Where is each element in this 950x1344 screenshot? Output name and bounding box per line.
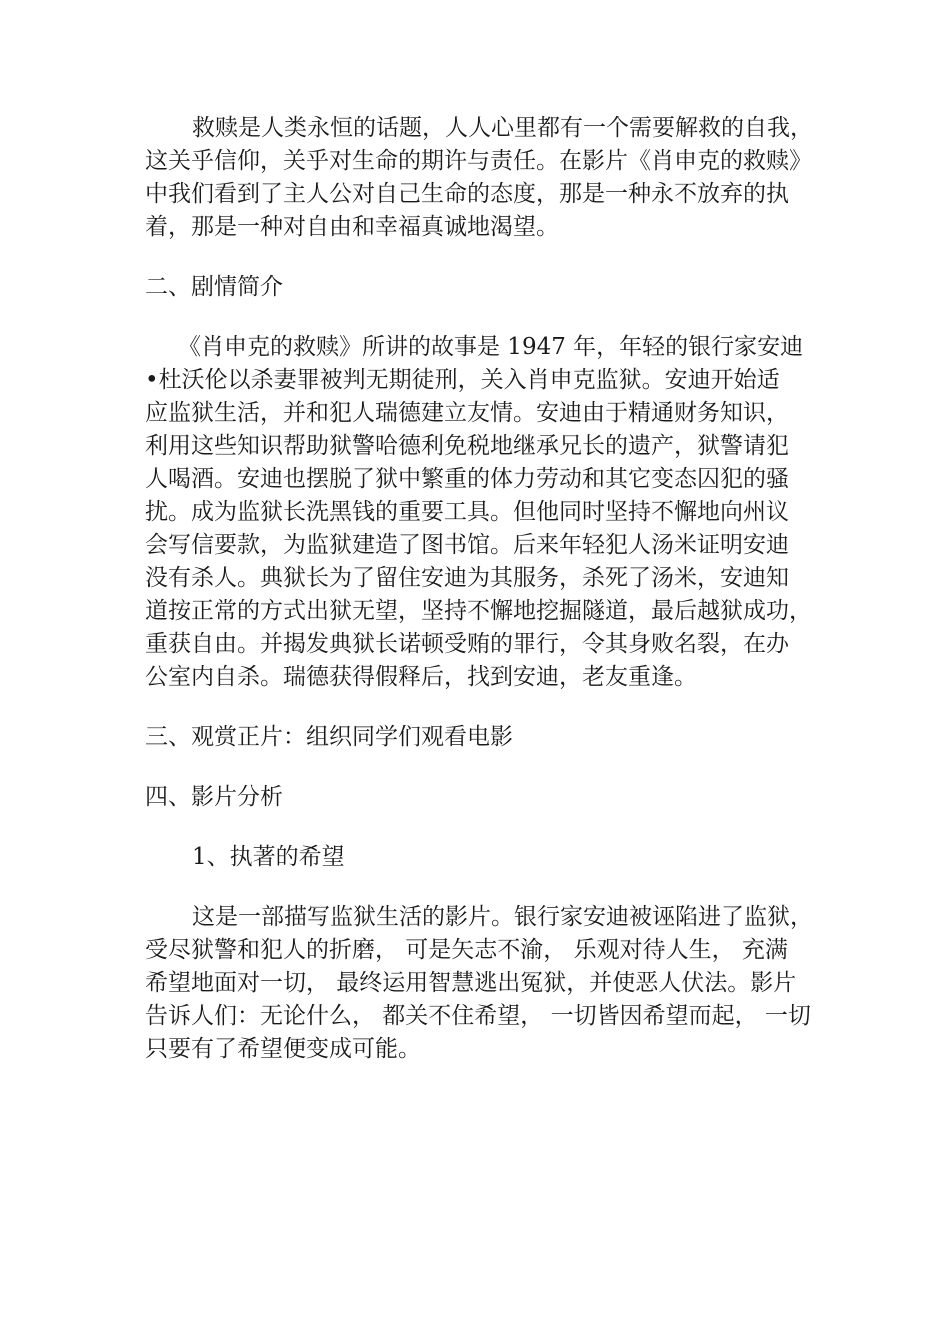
subheading-hope: 1、执著的希望 xyxy=(192,844,345,870)
text-line: 救赎是人类永恒的话题，人人心里都有一个需要解救的自我， xyxy=(192,115,813,141)
text-line: 公室内自杀。瑞德获得假释后，找到安迪，老友重逢。 xyxy=(145,664,697,690)
text-line: 这关乎信仰，关乎对生命的期许与责任。在影片《肖申克的救赎》 xyxy=(145,148,812,174)
text-line: 受尽狱警和犯人的折磨， 可是矢志不渝， 乐观对待人生， 充满 xyxy=(145,937,788,963)
text-line: 扰。成为监狱长洗黑钱的重要工具。但他同时坚持不懈地向州议 xyxy=(145,499,789,525)
text-line: 只要有了希望便变成可能。 xyxy=(145,1036,421,1062)
intro-paragraph xyxy=(145,112,815,244)
section-heading-viewing: 三、观赏正片：组织同学们观看电影 xyxy=(145,724,513,750)
text-line: 着，那是一种对自由和幸福真诚地渴望。 xyxy=(145,214,559,240)
text-line: 《肖申克的救赎》所讲的故事是 1947 年，年轻的银行家安迪 xyxy=(178,334,804,360)
text-line: 会写信要款，为监狱建造了图书馆。后来年轻犯人汤米证明安迪 xyxy=(145,532,789,558)
text-line: 中我们看到了主人公对自己生命的态度，那是一种永不放弃的执 xyxy=(145,181,789,207)
text-line: •杜沃伦以杀妻罪被判无期徒刑，关入肖申克监狱。安迪开始适 xyxy=(145,367,780,393)
text-line: 人喝酒。安迪也摆脱了狱中繁重的体力劳动和其它变态囚犯的骚 xyxy=(145,466,789,492)
document-page xyxy=(145,112,815,1066)
analysis-paragraph xyxy=(145,901,815,1066)
section-heading-analysis: 四、影片分析 xyxy=(145,784,283,810)
text-line: 重获自由。并揭发典狱长诺顿受贿的罪行，令其身败名裂，在办 xyxy=(145,631,789,657)
plot-paragraph xyxy=(145,331,815,694)
text-line: 告诉人们：无论什么， 都关不住希望， 一切皆因希望而起， 一切 xyxy=(145,1003,811,1029)
text-line: 这是一部描写监狱生活的影片。银行家安迪被诬陷进了监狱， xyxy=(192,904,813,930)
text-line: 没有杀人。典狱长为了留住安迪为其服务，杀死了汤米，安迪知 xyxy=(145,565,789,591)
text-line: 利用这些知识帮助狱警哈德利免税地继承兄长的遗产，狱警请犯 xyxy=(145,433,789,459)
text-line: 应监狱生活，并和犯人瑞德建立友情。安迪由于精通财务知识， xyxy=(145,400,789,426)
text-line: 道按正常的方式出狱无望，坚持不懈地挖掘隧道，最后越狱成功， xyxy=(145,598,812,624)
section-heading-plot: 二、剧情简介 xyxy=(145,274,283,300)
text-line: 希望地面对一切， 最终运用智慧逃出冤狱，并使恶人伏法。影片 xyxy=(145,970,797,996)
